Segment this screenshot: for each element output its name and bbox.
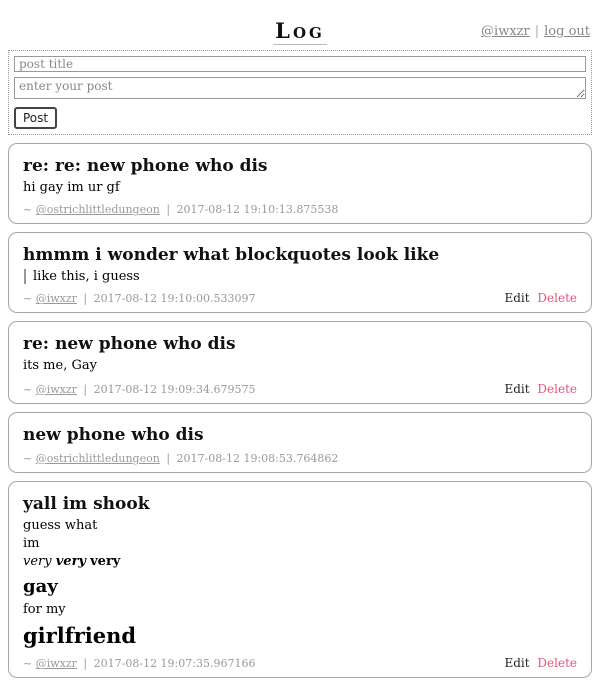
post-title: re: re: new phone who dis: [23, 156, 268, 176]
header-separator: |: [534, 24, 540, 39]
post-timestamp: 2017-08-12 19:10:13.875538: [176, 203, 339, 217]
rich-line: guess what: [23, 517, 98, 533]
meta-prefix: ~: [23, 657, 33, 671]
meta-prefix: ~: [23, 382, 33, 396]
post-submit-button[interactable]: Post: [14, 107, 57, 129]
post-body: hi gay im ur gf: [23, 180, 120, 195]
post-title-input[interactable]: [14, 56, 586, 72]
header-links: [481, 24, 590, 39]
post-title: yall im shook: [23, 493, 150, 514]
header: [8, 8, 592, 48]
delete-post-link[interactable]: Delete: [537, 291, 577, 306]
rich-line-emphasis: [23, 554, 577, 570]
post-title: hmmm i wonder what blockquotes look like: [23, 245, 440, 266]
post-title: re: new phone who dis: [23, 334, 236, 355]
italic-text: very: [23, 554, 52, 569]
post-footer: [23, 291, 577, 305]
bold-text: very: [90, 554, 121, 569]
post-timestamp: 2017-08-12 19:09:34.679575: [93, 382, 256, 396]
post-title: new phone who dis: [23, 424, 204, 445]
post-timestamp: 2017-08-12 19:08:53.764862: [176, 451, 339, 465]
rich-line: for my: [23, 601, 66, 617]
post-footer: [23, 656, 577, 670]
new-post-form: [8, 50, 592, 135]
post-meta: [23, 452, 338, 465]
post-footer: [23, 382, 577, 396]
meta-separator: |: [166, 451, 171, 465]
meta-separator: |: [83, 382, 88, 396]
post-actions: [504, 382, 577, 396]
post-body-textarea[interactable]: [14, 77, 586, 99]
edit-post-link[interactable]: Edit: [504, 656, 530, 671]
meta-separator: |: [83, 657, 88, 671]
post-footer: [23, 203, 577, 216]
post-card: [8, 481, 592, 679]
post-meta: [23, 292, 255, 305]
post-meta: [23, 383, 255, 396]
post-author-link[interactable]: @iwxzr: [35, 382, 77, 396]
post-author-link[interactable]: @ostrichlittledungeon: [35, 451, 160, 465]
meta-prefix: ~: [23, 451, 33, 465]
post-body: its me, Gay: [23, 358, 97, 374]
rich-line: im: [23, 535, 40, 551]
post-actions: [504, 656, 577, 670]
edit-post-link[interactable]: Edit: [504, 291, 530, 306]
site-title-link[interactable]: Log: [275, 18, 325, 43]
post-card: [8, 232, 592, 313]
logout-link[interactable]: log out: [544, 24, 590, 39]
edit-post-link[interactable]: Edit: [504, 381, 530, 396]
rich-heading2: gay: [23, 576, 58, 598]
rich-heading1: girlfriend: [23, 623, 137, 648]
post-meta: [23, 657, 255, 670]
meta-separator: |: [83, 292, 88, 306]
post-author-link[interactable]: @ostrichlittledungeon: [35, 203, 160, 217]
bold-italic-text: very: [55, 554, 86, 569]
current-user-link[interactable]: @iwxzr: [481, 24, 530, 39]
post-timestamp: 2017-08-12 19:10:00.533097: [93, 292, 256, 306]
post-footer: [23, 452, 577, 465]
post-card: [8, 412, 592, 473]
post-actions: [504, 291, 577, 305]
post-meta: [23, 203, 338, 216]
post-card: [8, 321, 592, 403]
post-timestamp: 2017-08-12 19:07:35.967166: [93, 657, 256, 671]
post-author-link[interactable]: @iwxzr: [35, 292, 77, 306]
delete-post-link[interactable]: Delete: [537, 656, 577, 671]
meta-separator: |: [166, 203, 171, 217]
post-author-link[interactable]: @iwxzr: [35, 657, 77, 671]
delete-post-link[interactable]: Delete: [537, 381, 577, 396]
post-body-blockquote: like this, i guess: [24, 269, 577, 284]
post-card: [8, 143, 592, 224]
meta-prefix: ~: [23, 203, 33, 217]
post-body-rich: [23, 518, 577, 650]
meta-prefix: ~: [23, 292, 33, 306]
